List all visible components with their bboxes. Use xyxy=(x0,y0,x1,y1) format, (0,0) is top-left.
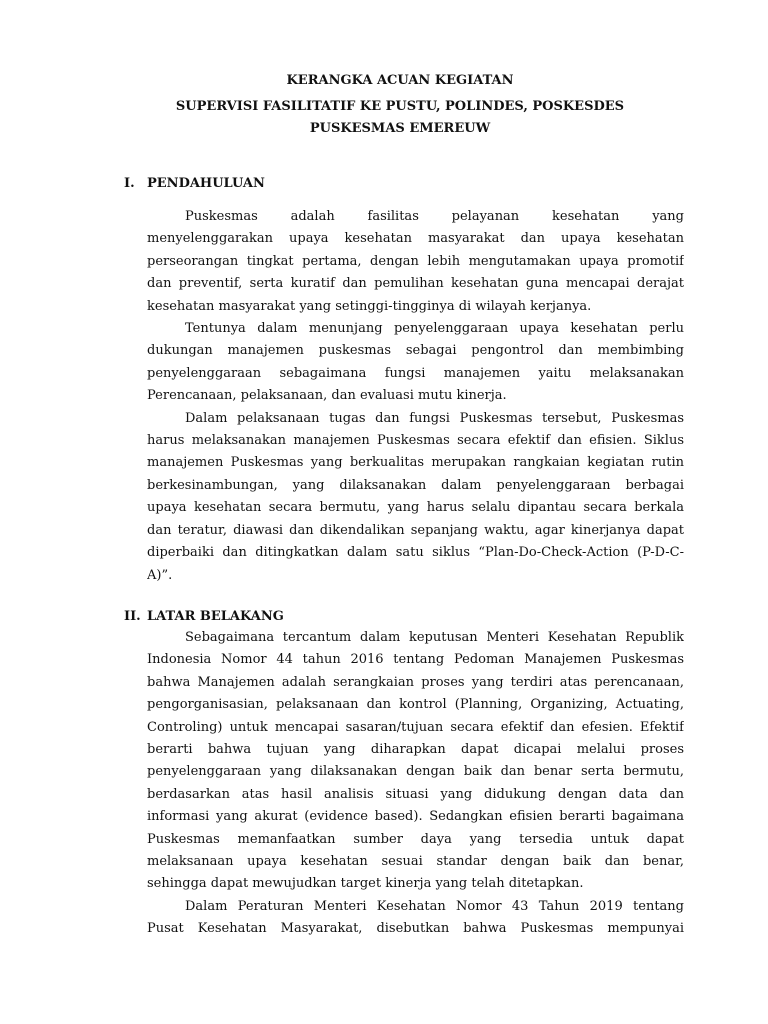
text-line: penyelenggaraan sebagaimana fungsi manajemen yaitu melaksanakan xyxy=(147,365,684,381)
text-line: melaksanaan upaya kesehatan sesuai standar dengan baik dan benar, xyxy=(147,853,684,869)
text-line: dan teratur, diawasi dan dikendalikan sepanjang waktu, agar kinerjanya dapat xyxy=(147,522,684,538)
text-line: berdasarkan atas hasil analisis situasi yang didukung dengan data dan xyxy=(147,786,684,802)
section-pendahuluan xyxy=(124,176,684,587)
text-line: berarti bahwa tujuan yang diharapkan dapat dicapai melalui proses xyxy=(147,741,684,757)
text-line: A)”. xyxy=(147,567,173,583)
document-title-block xyxy=(116,70,684,140)
text-line: Dalam pelaksanaan tugas dan fungsi Puskesmas tersebut, Puskesmas xyxy=(185,410,684,426)
section-title: LATAR BELAKANG xyxy=(147,608,284,624)
text-line: Controling) untuk mencapai sasaran/tujuan secara efektif dan efesien. Efektif xyxy=(147,719,684,735)
section-title: PENDAHULUAN xyxy=(147,176,265,191)
text-line: upaya kesehatan secara bermutu, yang harus selalu dipantau secara berkala xyxy=(147,500,684,516)
text-line: Dalam Peraturan Menteri Kesehatan Nomor 43 Tahun 2019 tentang xyxy=(185,898,684,914)
text-line: berkesinambungan, yang dilaksanakan dalam penyelenggaraan berbagai xyxy=(147,477,684,493)
text-line: diperbaiki dan ditingkatkan dalam satu siklus “Plan-Do-Check-Action (P-D-C- xyxy=(147,545,684,561)
text-line: Perencanaan, pelaksanaan, dan evaluasi mutu kinerja. xyxy=(147,388,507,404)
document-title: KERANGKA ACUAN KEGIATAN xyxy=(286,73,514,88)
text-line: Sebagaimana tercantum dalam keputusan Menteri Kesehatan Republik xyxy=(185,629,684,645)
text-line: Indonesia Nomor 44 tahun 2016 tentang Pedoman Manajemen Puskesmas xyxy=(147,652,684,668)
text-line: dukungan manajemen puskesmas sebagai pengontrol dan membimbing xyxy=(147,343,684,359)
text-line: Puskesmas adalah fasilitas pelayanan kesehatan yang xyxy=(185,209,684,224)
text-line: pengorganisasian, pelaksanaan dan kontrol (Planning, Organizing, Actuating, xyxy=(147,697,684,713)
section-heading xyxy=(124,609,684,624)
section-number: II. xyxy=(124,608,141,624)
text-line: sehingga dapat mewujudkan target kinerja yang telah ditetapkan. xyxy=(147,876,584,892)
text-line: penyelenggaraan yang dilaksanakan dengan baik dan benar serta bermutu, xyxy=(147,764,684,780)
text-line: manajemen Puskesmas yang berkualitas merupakan rangkaian kegiatan rutin xyxy=(147,455,684,471)
text-line: informasi yang akurat (evidence based). Sedangkan efisien berarti bagaimana xyxy=(147,809,684,825)
text-line: menyelenggarakan upaya kesehatan masyarakat dan upaya kesehatan xyxy=(147,231,684,247)
text-line: Pusat Kesehatan Masyarakat, disebutkan bahwa Puskesmas mempunyai xyxy=(147,921,684,937)
text-line: harus melaksanakan manajemen Puskesmas secara efektif dan efisien. Siklus xyxy=(147,433,684,449)
section-body xyxy=(124,627,684,941)
text-line: kesehatan masyarakat yang setinggi-tingginya di wilayah kerjanya. xyxy=(147,298,592,314)
section-number: I. xyxy=(124,176,135,191)
text-line: Tentunya dalam menunjang penyelenggaraan upaya kesehatan perlu xyxy=(185,321,684,337)
section-body xyxy=(124,206,684,587)
text-line: perseorangan tingkat pertama, dengan lebih mengutamakan upaya promotif xyxy=(147,253,684,269)
document-organization: PUSKESMAS EMEREUW xyxy=(309,121,491,136)
section-latar-belakang xyxy=(124,609,684,941)
section-heading xyxy=(124,176,684,191)
text-line: Puskesmas memanfaatkan sumber daya yang tersedia untuk dapat xyxy=(147,831,684,847)
text-line: dan preventif, serta kuratif dan pemulihan kesehatan guna mencapai derajat xyxy=(147,276,684,292)
text-line: bahwa Manajemen adalah serangkaian proses yang terdiri atas perencanaan, xyxy=(147,674,684,690)
document-subtitle: SUPERVISI FASILITATIF KE PUSTU, POLINDES, POSKESDES xyxy=(175,99,625,114)
